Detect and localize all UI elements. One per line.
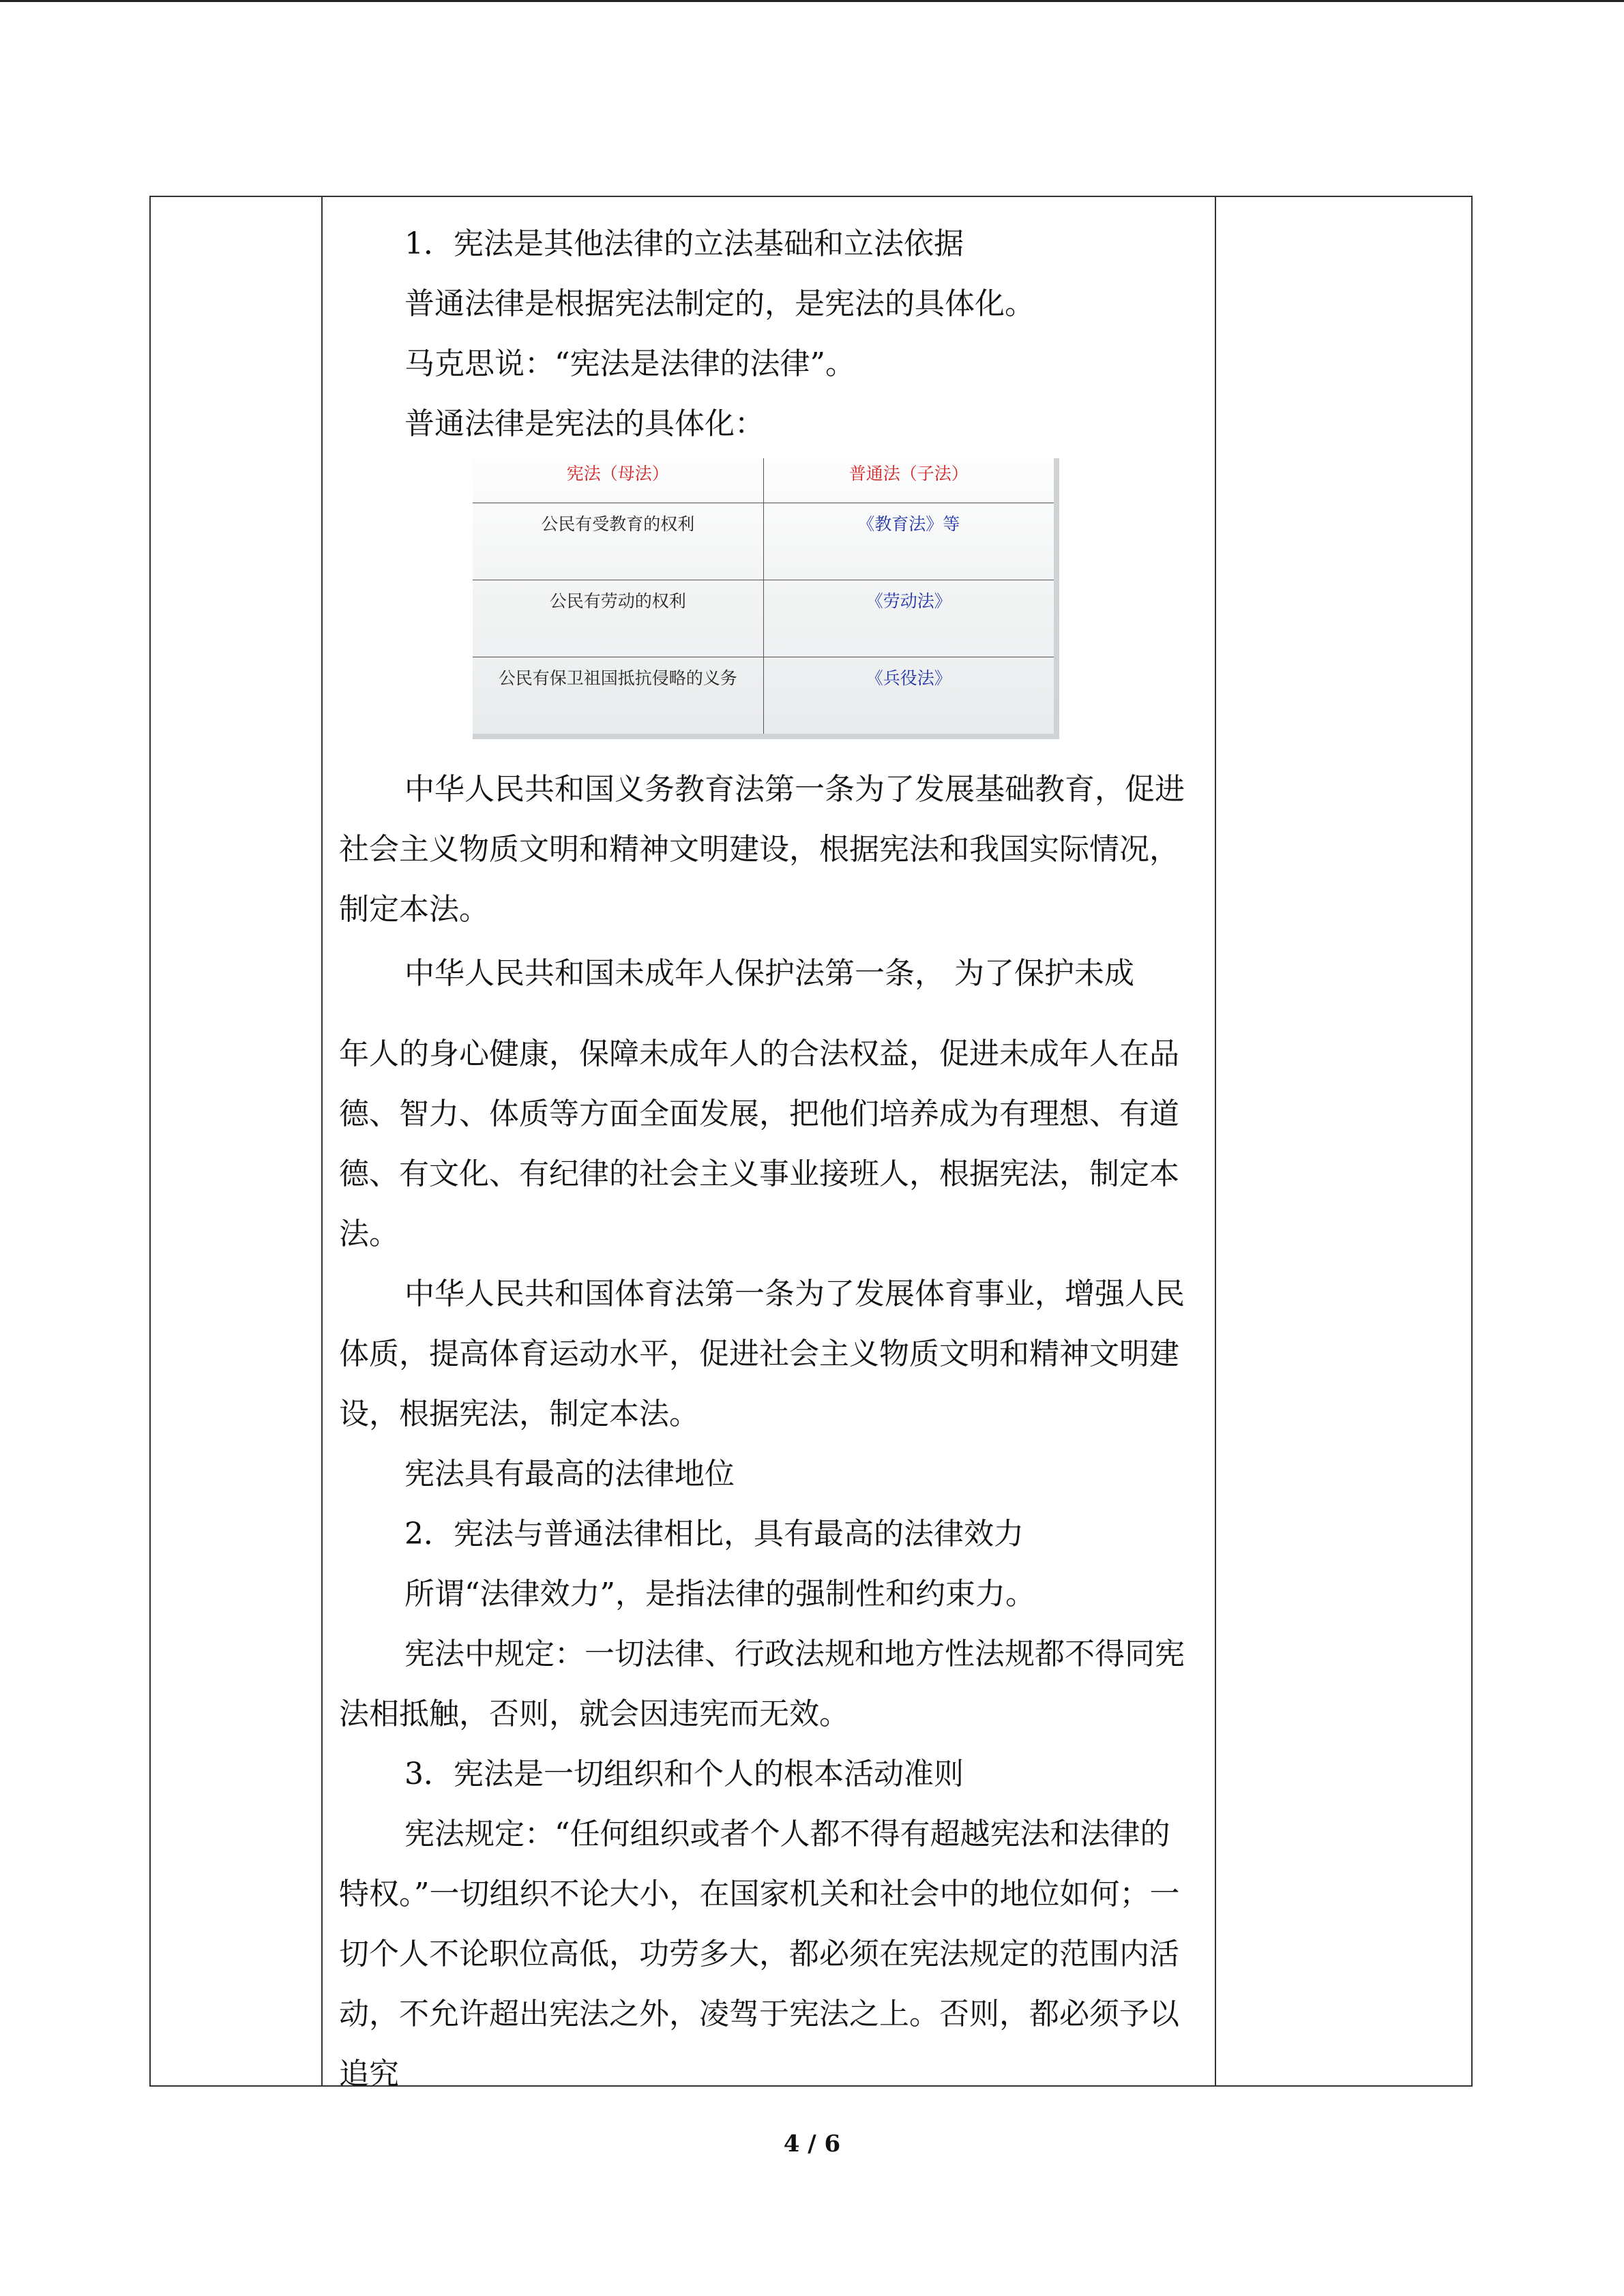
table-cell: 《兵役法》 <box>763 657 1054 734</box>
header-constitution: 宪法（母法） <box>473 458 763 503</box>
table-cell: 公民有劳动的权利 <box>473 580 763 657</box>
paragraph: 中华人民共和国体育法第一条为了发展体育事业，增强人民体质，提高体育运动水平，促进社会主义物质文明和精神文明建设，根据宪法，制定本法。 <box>339 1277 1185 1431</box>
marx-quote: 马克思说：“宪法是法律的法律”。 <box>404 346 855 381</box>
paragraph: 宪法具有最高的法律地位 <box>404 1457 735 1491</box>
table-cell: 公民有受教育的权利 <box>473 503 763 580</box>
paragraph: 所谓“法律效力”，是指法律的强制性和约束力。 <box>404 1577 1035 1611</box>
law-comparison-table <box>473 458 1054 734</box>
paragraph: 宪法中规定：一切法律、行政法规和地方性法规都不得同宪法相抵触，否则，就会因违宪而无效。 <box>339 1637 1185 1731</box>
column-divider-left <box>321 196 323 2087</box>
table-cell: 公民有保卫祖国抵抗侵略的义务 <box>473 657 763 734</box>
point-2-heading: 2．宪法与普通法律相比，具有最高的法律效力 <box>404 1517 1024 1551</box>
table-cell: 《教育法》等 <box>763 503 1054 580</box>
point-3-heading: 3．宪法是一切组织和个人的根本活动准则 <box>404 1757 964 1791</box>
point-1-heading: 1．宪法是其他法律的立法基础和立法依据 <box>404 226 964 261</box>
paragraph: 普通法律是宪法的具体化： <box>404 406 765 441</box>
page-top-border <box>0 0 1624 2</box>
paragraph: 普通法律是根据宪法制定的，是宪法的具体化。 <box>404 286 1035 321</box>
paragraph: 年人的身心健康，保障未成年人的合法权益，促进未成年人在品德、智力、体质等方面全面发展，把他们培养成为有理想、有道德、有文化、有纪律的社会主义事业接班人，根据宪法，制定本法。 <box>339 1037 1179 1251</box>
column-divider-right <box>1215 196 1216 2087</box>
paragraph: 宪法规定：“任何组织或者个人都不得有超越宪法和法律的特权。”一切组织不论大小，在国家机关和社会中的地位如何；一切个人不论职位高低，功劳多大，都必须在宪法规定的范围内活动，不允许超出宪法之外，凌驾于宪法之上。否则，都必须予以追究 <box>339 1817 1180 2091</box>
main-content-cell <box>339 205 1198 2104</box>
header-ordinary-law: 普通法（子法） <box>763 458 1054 503</box>
law-comparison-image <box>473 458 1059 739</box>
table-cell: 《劳动法》 <box>763 580 1054 657</box>
paragraph: 中华人民共和国义务教育法第一条为了发展基础教育，促进社会主义物质文明和精神文明建设，根据宪法和我国实际情况，制定本法。 <box>339 772 1185 927</box>
paragraph: 中华人民共和国未成年人保护法第一条， 为了保护未成 <box>404 956 1134 991</box>
page-number: 4 / 6 <box>783 2130 841 2158</box>
